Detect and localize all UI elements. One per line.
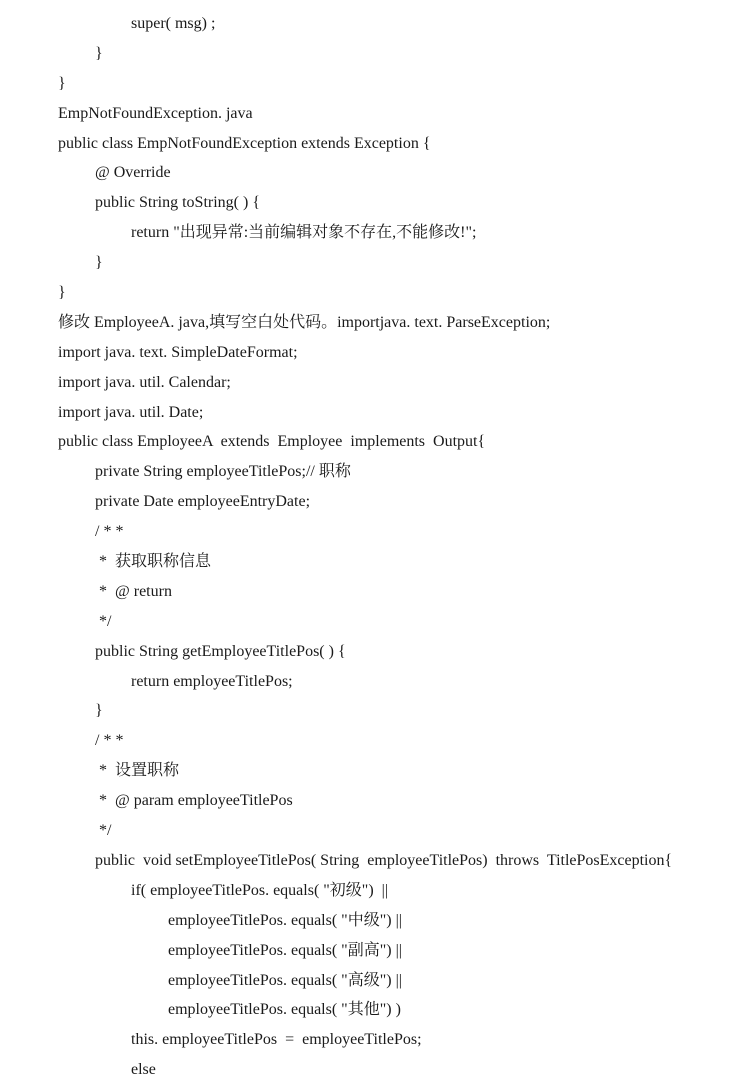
- code-line: public String toString( ) {: [95, 194, 261, 212]
- code-line: public class EmployeeA extends Employee implements Output{: [58, 433, 486, 451]
- code-line: 修改 EmployeeA. java,填写空白处代码。importjava. text. ParseException;: [58, 313, 551, 331]
- code-line: employeeTitlePos. equals( "副高") ||: [168, 941, 402, 959]
- code-line: else: [131, 1061, 156, 1079]
- code-line: }: [95, 44, 103, 62]
- code-line: private String employeeTitlePos;// 职称: [95, 463, 351, 481]
- code-line: employeeTitlePos. equals( "高级") ||: [168, 971, 402, 989]
- code-line: employeeTitlePos. equals( "其他") ): [168, 1001, 401, 1019]
- code-line: public String getEmployeeTitlePos( ) {: [95, 642, 346, 660]
- code-line: / * *: [95, 523, 124, 541]
- code-line: * @ return: [95, 582, 172, 600]
- code-line: public void setEmployeeTitlePos( String employeeTitlePos) throws TitlePosException{: [95, 851, 673, 869]
- code-line: import java. text. SimpleDateFormat;: [58, 343, 298, 361]
- code-line: @ Override: [95, 164, 171, 182]
- code-line: import java. util. Calendar;: [58, 373, 231, 391]
- code-line: this. employeeTitlePos = employeeTitlePos;: [131, 1031, 422, 1049]
- code-line: return "出现异常:当前编辑对象不存在,不能修改!";: [131, 224, 477, 242]
- code-line: }: [95, 702, 103, 720]
- code-line: */: [95, 822, 112, 840]
- code-line: / * *: [95, 732, 124, 750]
- code-line: }: [95, 254, 103, 272]
- code-line: public class EmpNotFoundException extends Exception {: [58, 134, 431, 152]
- code-line: }: [58, 74, 66, 92]
- code-line: * 设置职称: [95, 762, 180, 780]
- code-line: */: [95, 612, 112, 630]
- code-line: }: [58, 284, 66, 302]
- code-line: EmpNotFoundException. java: [58, 104, 253, 122]
- code-line: if( employeeTitlePos. equals( "初级") ||: [131, 881, 389, 899]
- code-line: return employeeTitlePos;: [131, 672, 293, 690]
- code-listing: [0, 9, 731, 1085]
- code-line: super( msg) ;: [131, 15, 216, 32]
- code-line: private Date employeeEntryDate;: [95, 493, 311, 511]
- code-line: * @ param employeeTitlePos: [95, 792, 293, 810]
- code-line: employeeTitlePos. equals( "中级") ||: [168, 911, 402, 929]
- code-line: * 获取职称信息: [95, 553, 212, 571]
- code-line: import java. util. Date;: [58, 403, 204, 421]
